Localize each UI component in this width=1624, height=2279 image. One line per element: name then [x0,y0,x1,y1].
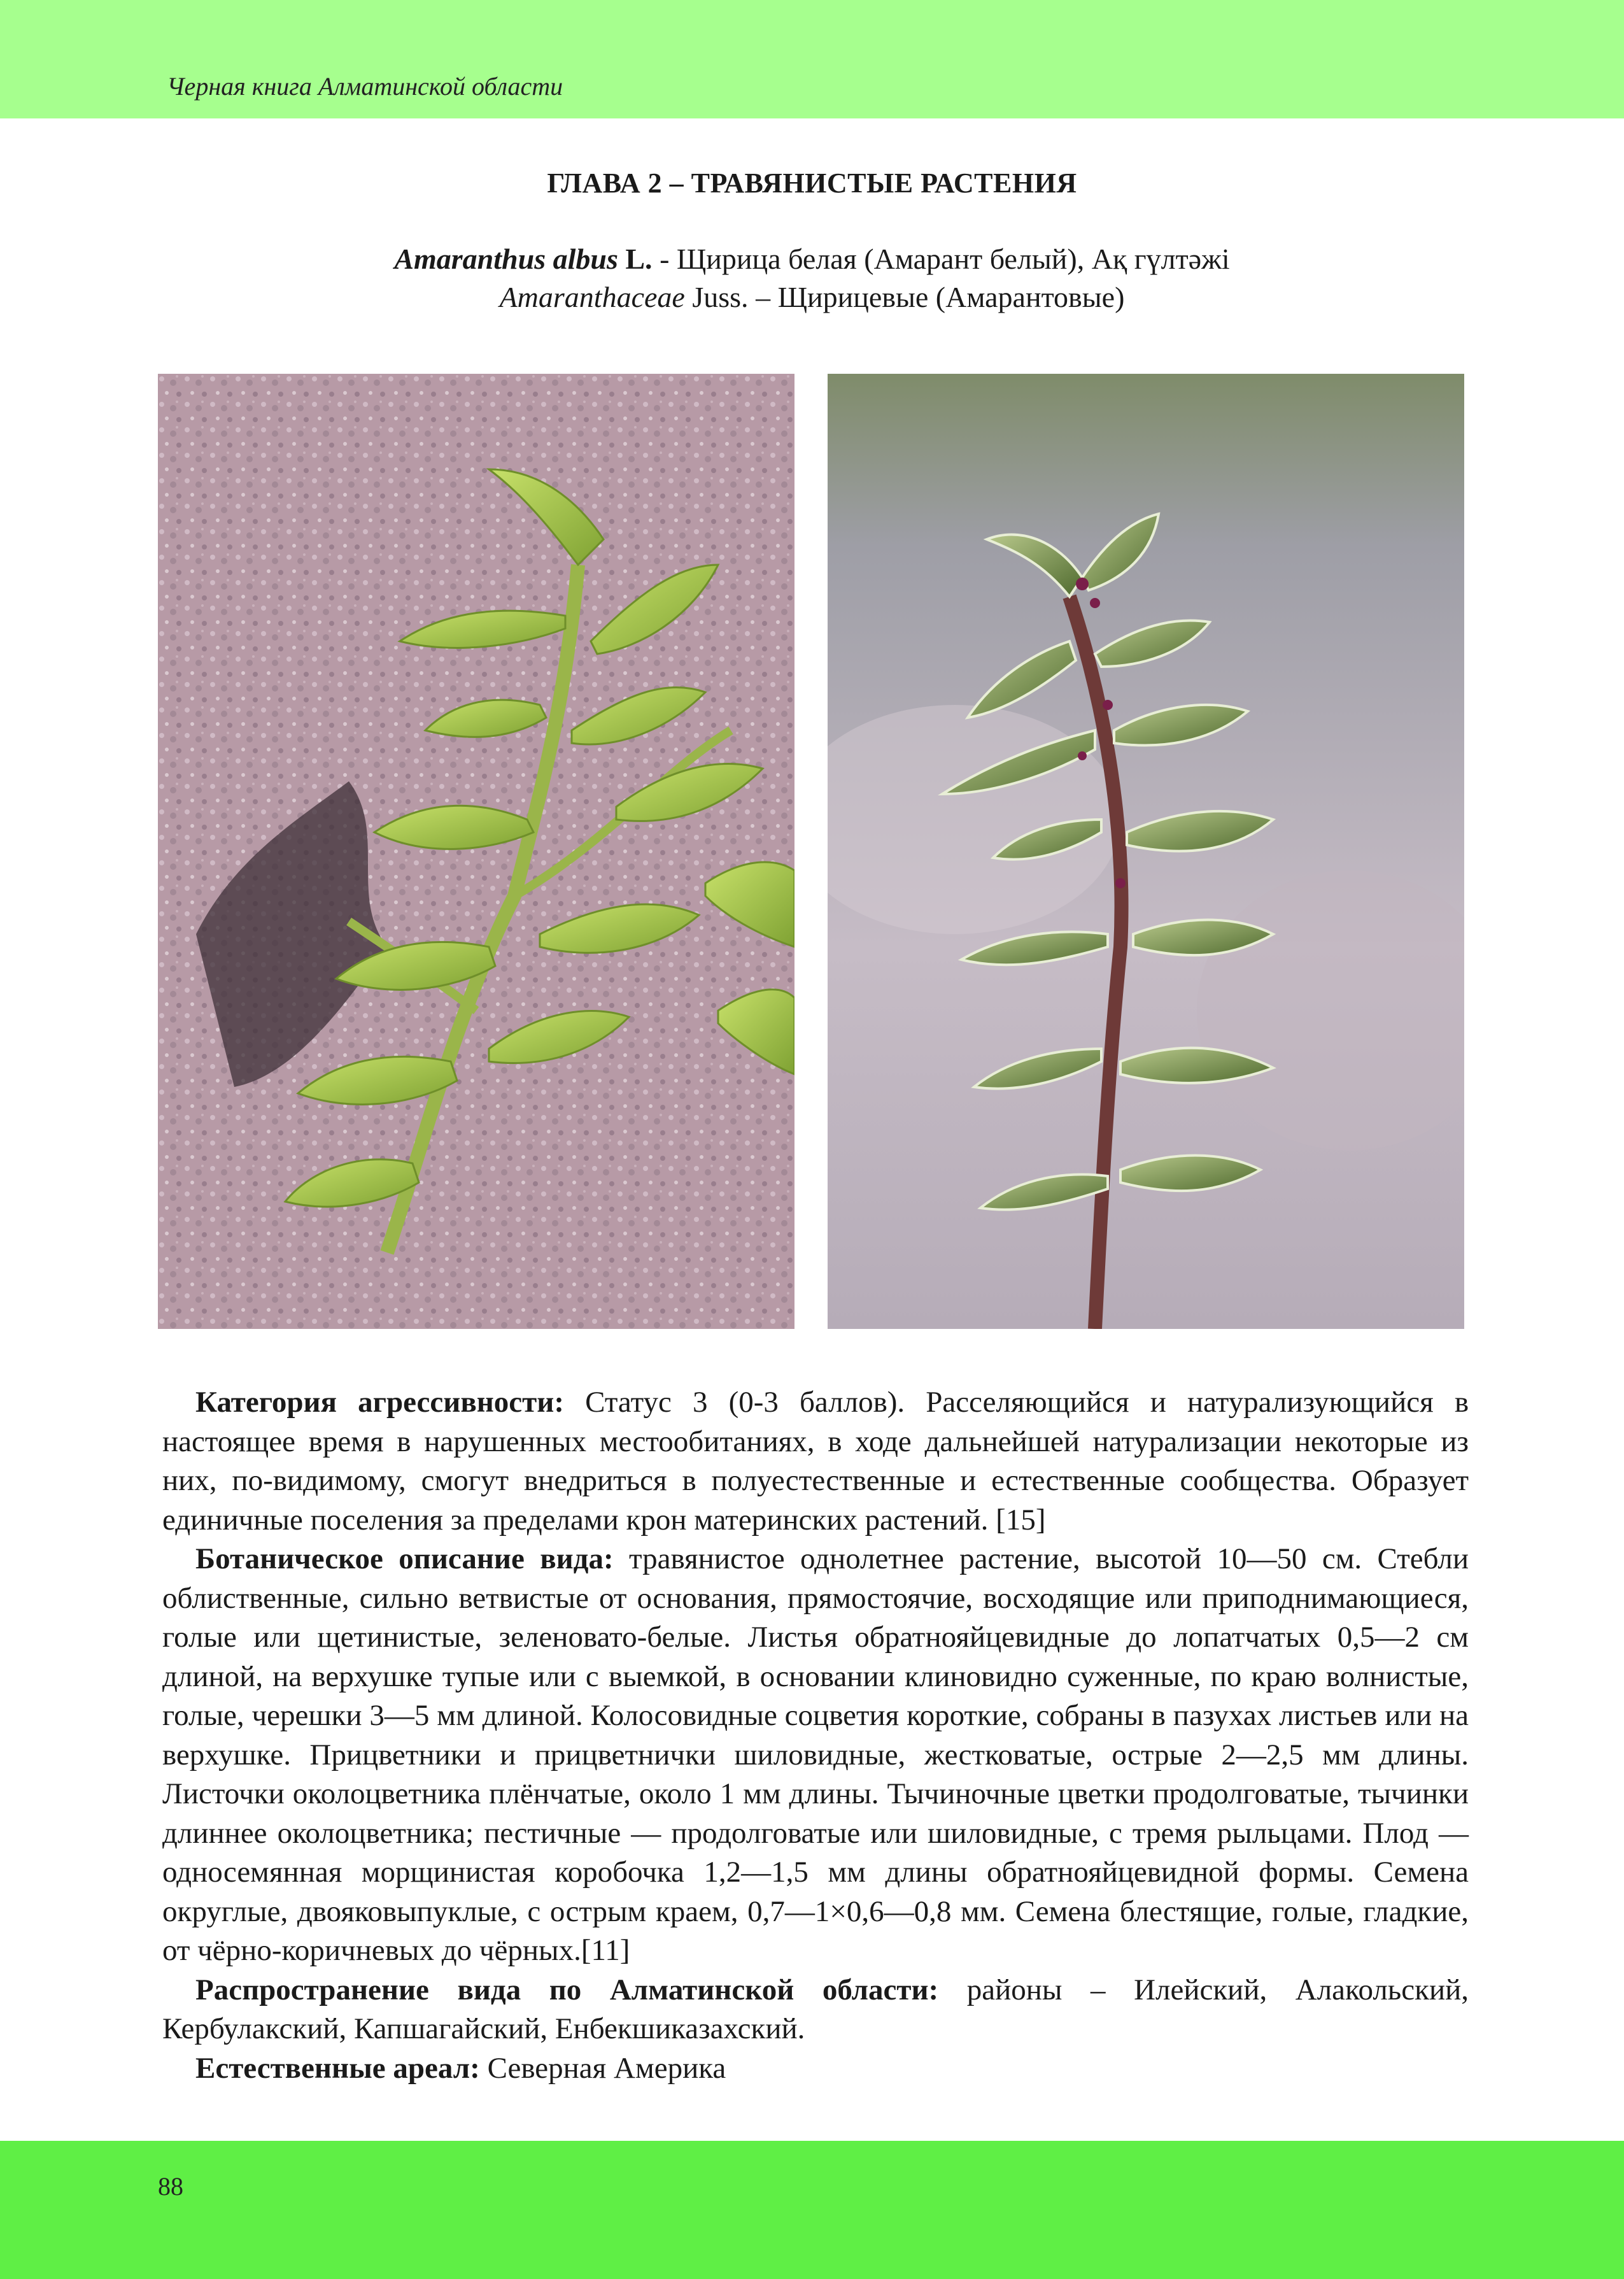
section-text: Статус 3 (0-3 баллов). Расселяющийся и натурализующийся в настоящее время в нарушенных местообитаниях, в ходе дальнейшей натурализации некоторые из них, по-видимому, смогут внедриться в полуестественные и естественные сообщества. Образует единичные поселения за пределами крон материнских растений. [15] [162,1386,1469,1537]
chapter-title: ГЛАВА 2 – ТРАВЯНИСТЫЕ РАСТЕНИЯ [547,167,1077,199]
species-latin-name: Amaranthus albus [394,243,618,275]
plant-photo-left [158,374,794,1329]
plant-photo-icon [158,374,794,1329]
section-label: Ботаническое описание вида: [195,1542,614,1575]
running-title: Черная книга Алматинской области [167,72,563,101]
native-range-paragraph [162,2049,1469,2089]
footer-band [0,2141,1624,2279]
family-common-name: Щирицевые (Амарантовые) [777,281,1125,313]
aggressiveness-paragraph [162,1383,1469,1540]
section-text: травянистое однолетнее растение, высотой 10—50 см. Стебли облиственные, сильно ветвистые от основания, прямостоячие, восходящие или приподнимающиеся, голые или щетинистые, зеленовато-белые. Листья обратнояйцевидные до лопатчатых 0,5—2 см длиной, на верхушке тупые или с выемкой, в основании клиновидно суженные, по краю волнистые, голые, черешки 3—5 мм длиной. Колосовидные соцветия короткие, собраны в пазухах листьев или на верхушке. Прицветники и прицветнички шиловидные, жестковатые, острые 2—2,5 мм длины. Листочки околоцветника плёнчатые, около 1 мм длины. Тычиночные цветки продолговатые, тычинки длиннее околоцветника; пестичные — продолговатые или шиловидные, с тремя рыльцами. Плод — односемянная морщинистая коробочка 1,2—1,5 мм длины обратнояйцевидной формы. Семена округлые, двояковыпуклые, с острым краем, 0,7—1×0,6—0,8 мм. Семена блестящие, голые, гладкие, от чёрно-коричневых до чёрных.[11] [162,1542,1469,1967]
plant-photo-icon [828,374,1464,1329]
section-label: Естественные ареал: [195,2051,480,2085]
page-number: 88 [158,2172,183,2201]
species-description [162,1383,1469,2088]
section-label: Распространение вида по Алматинской области: [195,1973,939,2006]
species-common-names: Щирица белая (Амарант белый), Ақ гүлтәжі [676,243,1230,275]
family-title [0,280,1624,314]
section-text: Северная Америка [487,2051,726,2085]
section-text: районы – Илейский, Алакольский, Кербулакский, Капшагайский, Енбекшиказахский. [162,1973,1469,2045]
plant-photo-right [828,374,1464,1329]
section-label: Категория агрессивности: [195,1386,564,1419]
family-latin-name: Amaranthaceae [499,281,685,313]
family-separator: – [756,281,771,313]
species-author: L. [625,243,653,275]
botanical-description-paragraph [162,1540,1469,1971]
species-separator: - [660,243,670,275]
species-title [0,242,1624,276]
family-author: Juss. [692,281,749,313]
distribution-paragraph [162,1971,1469,2049]
